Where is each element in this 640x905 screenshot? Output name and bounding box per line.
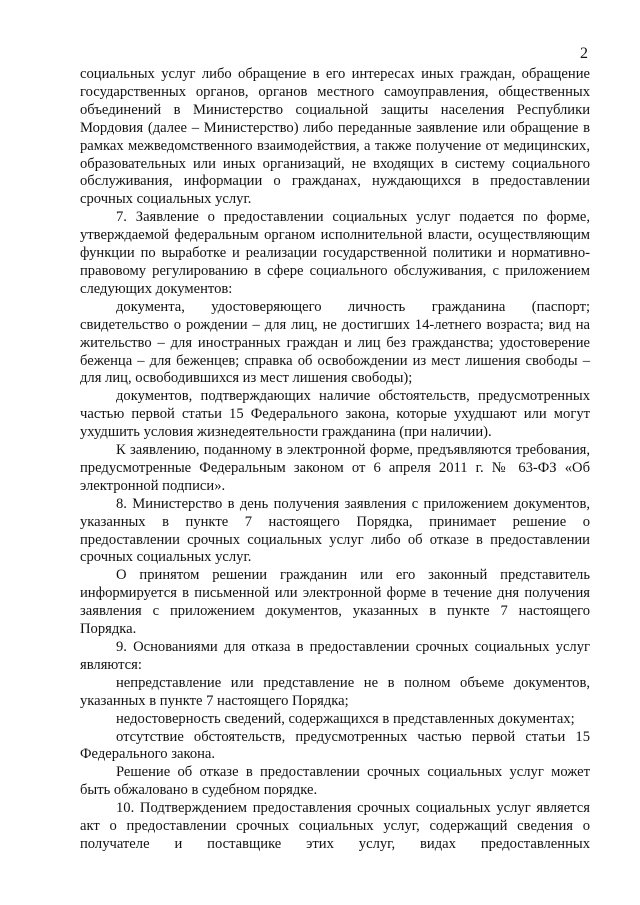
paragraph-identity-document: документа, удостоверяющего личность гражданина (паспорт; свидетельство о рождении – для лиц, не достигших 14-летнего возраста; вид на жительство – для иностранных граждан и лиц без гражданства; удостоверение беженца – для беженцев; справка об освобождении из мест лишения свободы – для лиц, освободившихся из мест лишения свободы); — [80, 298, 590, 387]
paragraph-refusal-reason-2: недостоверность сведений, содержащихся в представленных документах; — [116, 710, 575, 727]
paragraph-refusal-reason-1: непредставление или представление не в полном объеме документов, указанных в пункте 7 настоящего Порядка; — [80, 674, 590, 709]
paragraph-item-7: 7. Заявление о предоставлении социальных услуг подается по форме, утверждаемой федеральным органом исполнительной власти, осуществляющим функции по выработке и реализации государственной политики и нормативно-правовому регулированию в сфере социального обслуживания, с приложением следующих документов: — [80, 209, 590, 297]
document-body — [80, 66, 590, 854]
paragraph-appeal: Решение об отказе в предоставлении срочных социальных услуг может быть обжаловано в судебном порядке. — [80, 764, 590, 799]
paragraph-circumstance-documents: документов, подтверждающих наличие обстоятельств, предусмотренных частью первой статьи 15 Федерального закона, которые ухудшают или могут ухудшить условия жизнедеятельности гражданина (при наличии). — [80, 388, 590, 441]
paragraph-item-10: 10. Подтверждением предоставления срочных социальных услуг является акт о предоставлении срочных социальных услуг, содержащий сведения о получателе и поставщике этих услуг, видах предоставленных — [80, 800, 590, 852]
paragraph-decision-notification: О принятом решении гражданин или его законный представитель информируется в письменной или электронной форме в течение дня получения заявления с приложением документов, указанных в пункте 7 настоящего Порядка. — [80, 567, 590, 638]
paragraph-item-9: 9. Основаниями для отказа в предоставлении срочных социальных услуг являются: — [80, 639, 590, 673]
paragraph-item-8: 8. Министерство в день получения заявления с приложением документов, указанных в пункте 7 настоящего Порядка, принимает решение о предоставлении срочных социальных услуг либо об отказе в предоставлении срочных социальных услуг. — [80, 495, 590, 566]
paragraph-continuation: социальных услуг либо обращение в его интересах иных граждан, обращение государственных органов, органов местного самоуправления, общественных объединений в Министерство социальной защиты населения Республики Мордовия (далее – Министерство) либо переданные заявление или обращение в рамках межведомственного взаимодействия, а также получение от медицинских, образовательных или иных организаций, не входящих в систему социального обслуживания, информации о гражданах, нуждающихся в предоставлении срочных социальных услуг. — [80, 66, 590, 208]
page-number: 2 — [580, 45, 588, 62]
paragraph-refusal-reason-3: отсутствие обстоятельств, предусмотренных частью первой статьи 15 Федерального закона. — [80, 728, 590, 763]
paragraph-electronic-form: К заявлению, поданному в электронной форме, предъявляются требования, предусмотренные Федеральным законом от 6 апреля 2011 г. № 63-ФЗ «Об электронной подписи». — [80, 442, 590, 494]
